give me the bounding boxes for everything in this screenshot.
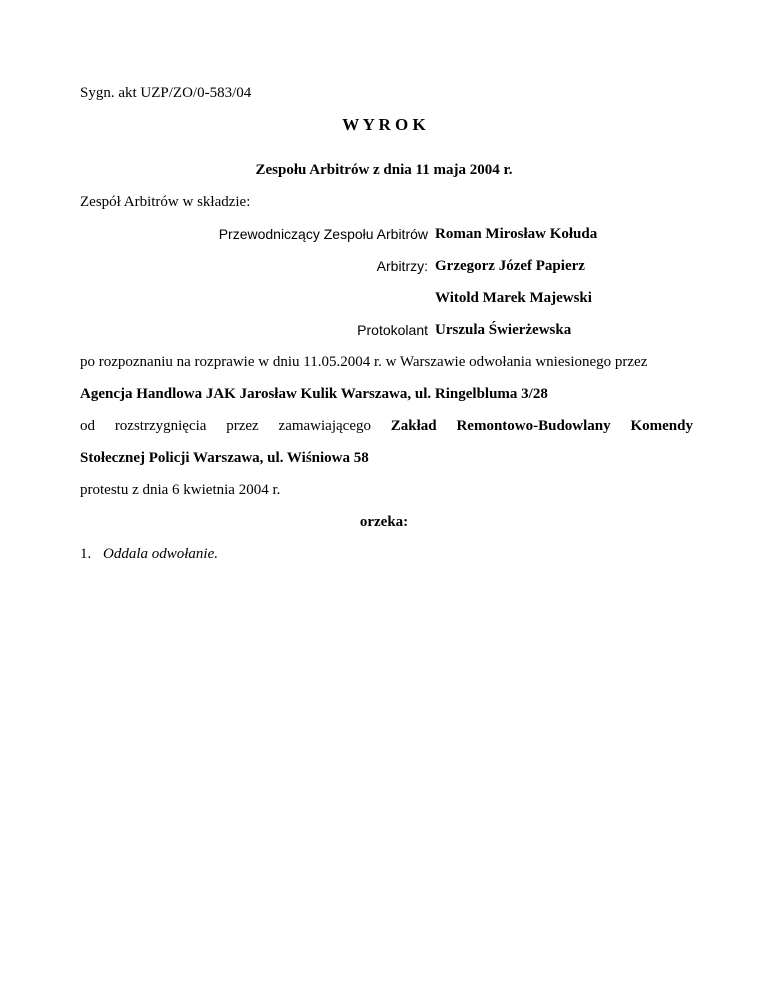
- word: Komendy: [630, 418, 693, 434]
- ruling-header: orzeka:: [359, 514, 409, 530]
- body-line-5: protestu z dnia 6 kwietnia 2004 r.: [80, 482, 281, 498]
- word: przez: [226, 418, 259, 434]
- document-title: W Y R O K: [342, 115, 426, 134]
- arbiters-label: Arbitrzy:: [376, 258, 428, 274]
- word: Zakład: [390, 418, 437, 434]
- clerk-name: Urszula Świerżewska: [435, 322, 572, 338]
- clerk-label: Protokolant: [357, 322, 428, 338]
- document-subtitle: Zespołu Arbitrów z dnia 11 maja 2004 r.: [255, 162, 513, 178]
- chair-name: Roman Mirosław Kołuda: [435, 226, 598, 242]
- arbiter-1-name: Grzegorz Józef Papierz: [435, 258, 585, 274]
- word: Remontowo-Budowlany: [456, 418, 611, 434]
- ruling-item: [80, 545, 218, 563]
- body-line-3: [80, 417, 693, 435]
- case-signature: Sygn. akt UZP/ZO/0-583/04: [80, 85, 252, 101]
- chair-label: Przewodniczący Zespołu Arbitrów: [218, 226, 428, 242]
- word: zamawiającego: [278, 418, 371, 434]
- arbiter-2-name: Witold Marek Majewski: [435, 290, 592, 306]
- body-line-1-text: po rozpoznaniu na rozprawie w dniu 11.05.2004 r. w Warszawie odwołania wniesionego przez: [80, 354, 648, 370]
- panel-intro: Zespół Arbitrów w składzie:: [80, 194, 251, 210]
- ruling-item-text: Oddala odwołanie.: [103, 546, 218, 562]
- word: od: [80, 418, 95, 434]
- body-line-1: [80, 353, 693, 371]
- appellant-line: Agencja Handlowa JAK Jarosław Kulik Warszawa, ul. Ringelbluma 3/28: [80, 386, 548, 402]
- ruling-item-number: 1.: [80, 546, 92, 562]
- body-line-4: Stołecznej Policji Warszawa, ul. Wiśniowa 58: [80, 450, 369, 466]
- word: rozstrzygnięcia: [114, 418, 207, 434]
